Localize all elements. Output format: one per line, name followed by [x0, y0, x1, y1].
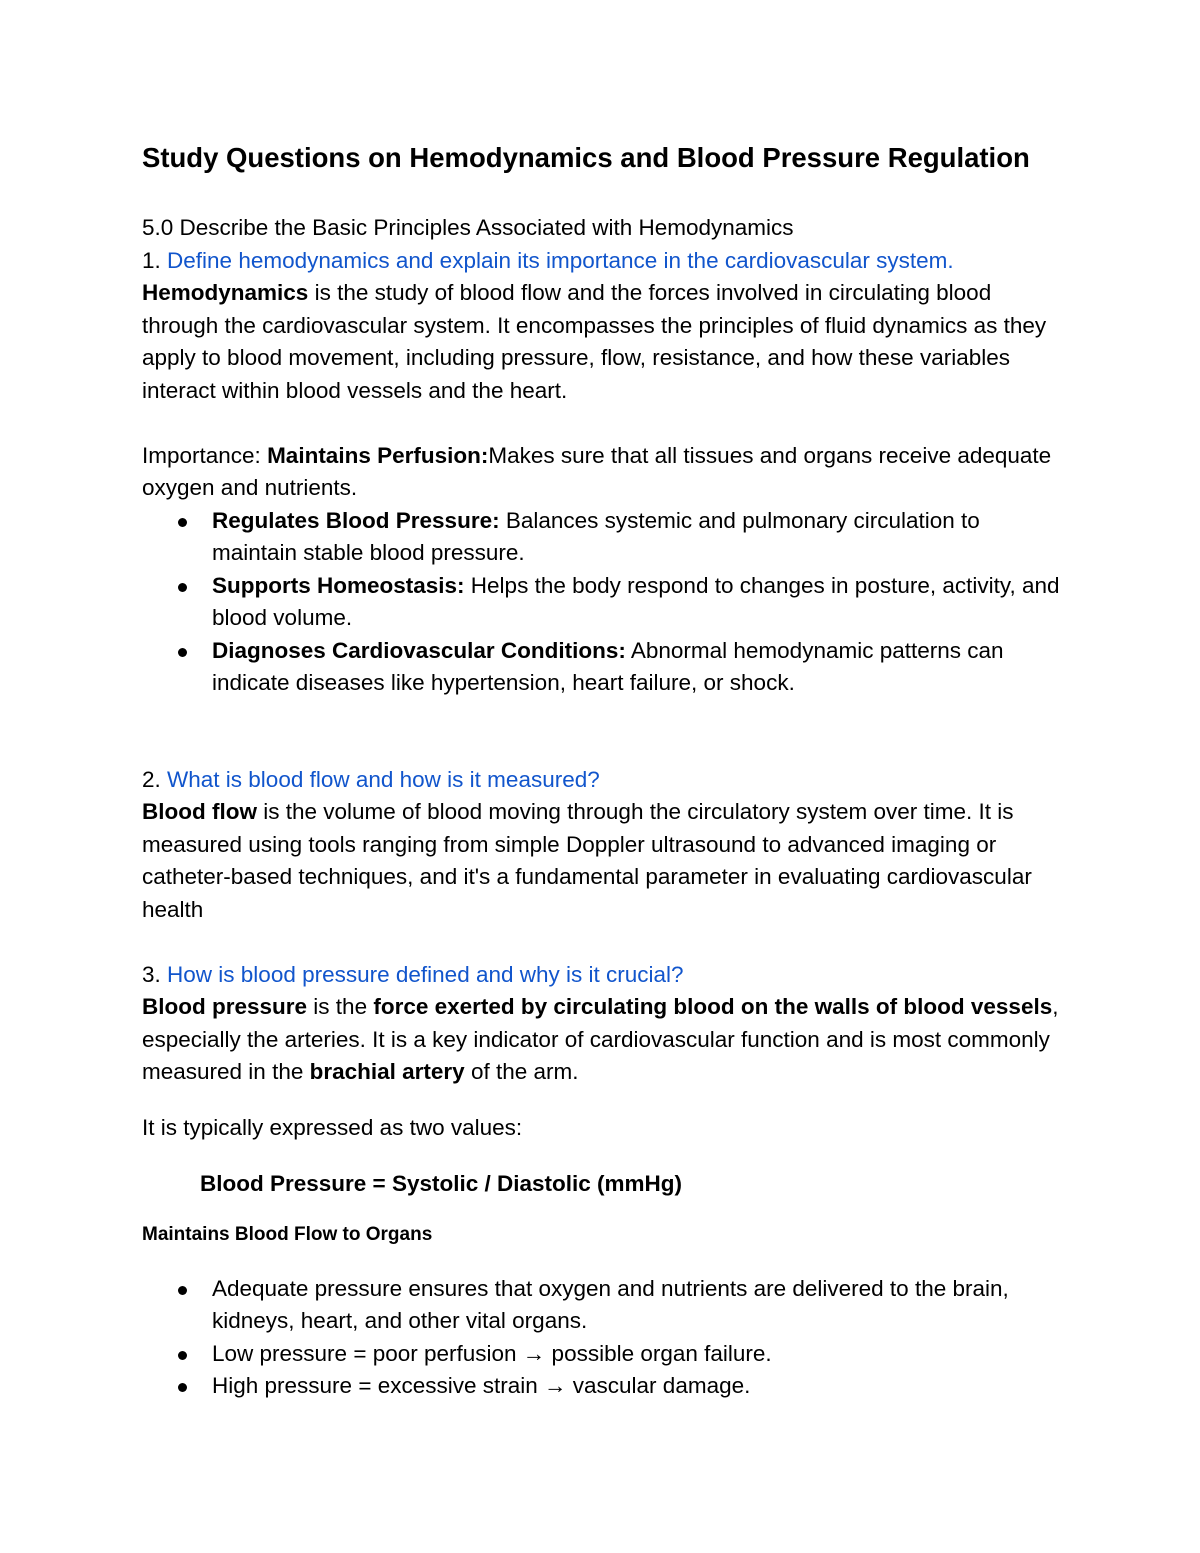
question-2-text: What is blood flow and how is it measured?: [167, 766, 600, 792]
importance-body: Makes sure that all tissues and organs receive adequate oxygen and nutrients.: [142, 442, 1052, 500]
list-item-body: Helps the body respond to changes in posture, activity, and blood volume.: [212, 572, 1060, 630]
list-item: [212, 635, 1070, 700]
importance-label: Importance:: [142, 442, 268, 468]
blood-pressure-formula: Blood Pressure = Systolic / Diastolic (mmHg): [200, 1171, 683, 1196]
list-item: [212, 505, 1070, 570]
list-item-term: Regulates Blood Pressure:: [212, 507, 500, 533]
list-item-term: Diagnoses Cardiovascular Conditions:: [212, 637, 626, 663]
question-1-text: Define hemodynamics and explain its importance in the cardiovascular system.: [167, 247, 954, 273]
list-item-term: Supports Homeostasis:: [212, 572, 465, 598]
question-3-number: 3.: [142, 961, 168, 987]
question-2: [142, 764, 1070, 797]
answer-1-term: Hemodynamics: [142, 280, 309, 305]
organ-flow-list: [142, 1273, 1070, 1403]
list-item: Adequate pressure ensures that oxygen and nutrients are delivered to the brain, kidneys, heart, and other vital organs.: [212, 1273, 1070, 1338]
document-title: Study Questions on Hemodynamics and Blood Pressure Regulation: [142, 142, 1030, 173]
question-2-number: 2.: [142, 766, 168, 792]
answer-3-body-a: is the: [307, 994, 374, 1019]
section-heading: 5.0 Describe the Basic Principles Associated with Hemodynamics: [142, 215, 794, 240]
list-item: High pressure = excessive strain → vascular damage.: [212, 1370, 1070, 1403]
question-1: [142, 245, 1070, 278]
question-3-text: How is blood pressure defined and why is it crucial?: [167, 961, 684, 987]
importance-list: [142, 505, 1070, 700]
answer-2-term: Blood flow: [142, 799, 257, 824]
answer-3-term-c: brachial artery: [309, 1059, 465, 1084]
importance-term: Maintains Perfusion:: [267, 442, 489, 468]
list-item-body: Balances systemic and pulmonary circulation to maintain stable blood pressure.: [212, 507, 980, 565]
question-1-number: 1.: [142, 247, 168, 273]
importance-paragraph: [142, 440, 1070, 505]
answer-3: [142, 991, 1070, 1089]
answer-3-term: Blood pressure: [142, 994, 308, 1019]
list-item: Low pressure = poor perfusion → possible organ failure.: [212, 1338, 1070, 1371]
answer-1-body: is the study of blood flow and the forces involved in circulating blood through the cardiovascular system. It encompasses the principles of fluid dynamics as they apply to blood movement, including pressure, flow, resistance, and how these variables interact within blood vessels and the heart.: [142, 280, 1047, 403]
question-3: [142, 959, 1070, 992]
subheading: Maintains Blood Flow to Organs: [142, 1223, 433, 1245]
expressed-text: It is typically expressed as two values:: [142, 1114, 523, 1140]
answer-2: [142, 796, 1070, 926]
answer-2-body: is the volume of blood moving through the circulatory system over time. It is measured using tools ranging from simple Doppler ultrasound to advanced imaging or catheter-based techniques, and it's a fundamental parameter in evaluating cardiovascular health: [142, 799, 1032, 922]
list-item: [212, 570, 1070, 635]
list-item-body: Abnormal hemodynamic patterns can indicate diseases like hypertension, heart failure, or shock.: [212, 637, 1004, 695]
answer-3-body-c: of the arm.: [464, 1059, 579, 1084]
answer-3-body-b: , especially the arteries. It is a key indicator of cardiovascular function and is most commonly measured in the: [142, 994, 1059, 1084]
answer-3-term-b: force exerted by circulating blood on the walls of blood vessels: [373, 994, 1053, 1019]
answer-1: [142, 277, 1070, 407]
